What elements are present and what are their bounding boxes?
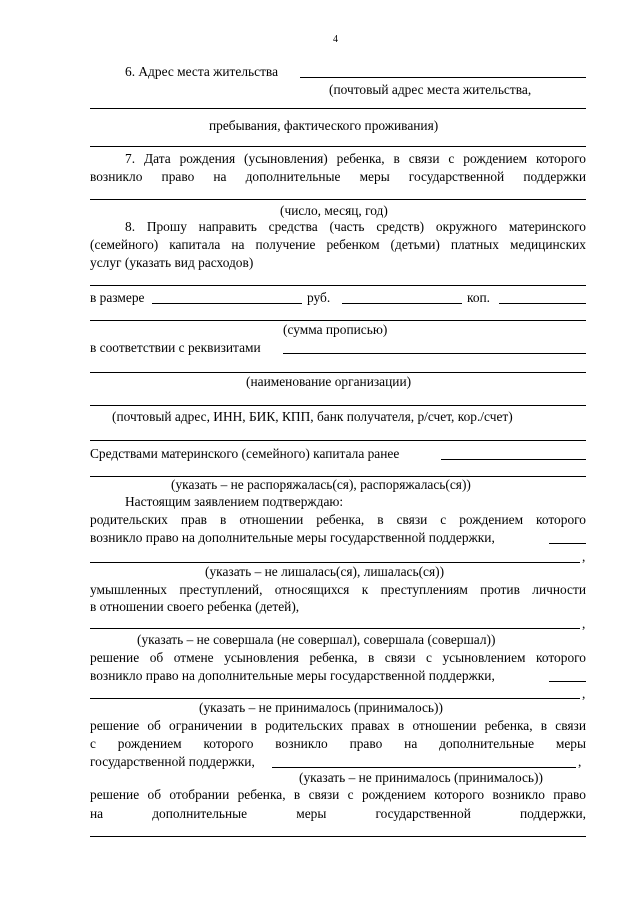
confirm-p1-comma: , [582,549,586,564]
confirm-p2-comma: , [582,616,586,631]
amount-rub-field[interactable] [152,303,302,304]
confirm-p4-field[interactable] [272,767,576,768]
amount-words-hint: (сумма прописью) [283,322,388,337]
expense-type-field[interactable] [90,285,586,286]
confirm-p4-text-2: с рождением которого возникло право на дополнительные меры [90,736,586,751]
confirm-p3-hint: (указать – не принималось (принималось)) [199,700,443,715]
item8-text-1: 8. Прошу направить средства (часть средств) окружного материнского [125,219,586,234]
confirm-p1-field-2[interactable] [90,562,580,563]
birth-date-text-1: 7. Дата рождения (усыновления) ребенка, в связи с рождением которого [125,151,586,166]
confirm-p2-hint: (указать – не совершала (не совершал), совершала (совершал)) [137,632,496,647]
bank-details-field[interactable] [90,405,586,406]
confirm-p5-text-1: решение об отобрании ребенка, в связи с рождением которого возникло право [90,787,586,802]
confirm-p4-hint: (указать – не принималось (принималось)) [299,770,543,785]
confirm-p3-comma: , [582,686,586,701]
confirm-p4-text-3: государственной поддержки, [90,754,255,769]
confirm-p3-field-2[interactable] [90,698,580,699]
organization-hint: (наименование организации) [246,374,412,389]
confirm-p4-text-1: решение об ограничении в родительских правах в отношении ребенка, в связи [90,718,586,733]
address-field-line-2[interactable] [90,108,586,109]
bank-details-hint: (почтовый адрес, ИНН, БИК, КПП, банк получателя, р/счет, кор./счет) [112,409,513,424]
address-field[interactable] [300,77,586,78]
amount-kop-field[interactable] [342,303,462,304]
confirm-p1-text-1: родительских прав в отношении ребенка, в связи с рождением которого [90,512,586,527]
page-number: 4 [333,34,338,45]
organization-field[interactable] [90,372,586,373]
amount-label: в размере [90,290,145,305]
confirm-p1-field[interactable] [549,543,586,544]
confirm-p1-text-2: возникло право на дополнительные меры государственной поддержки, [90,530,495,545]
confirm-p3-text-2: возникло право на дополнительные меры государственной поддержки, [90,668,495,683]
confirm-p2-text-1: умышленных преступлений, относящихся к преступлениям против личности [90,582,586,597]
item8-text-2: (семейного) капитала на получение ребенком (детьми) платных медицинских [90,237,586,252]
item8-text-3: услуг (указать вид расходов) [90,255,254,270]
address-field-line-3[interactable] [90,146,586,147]
capital-hint: (указать – не распоряжалась(ся), распоряжалась(ся)) [171,477,471,492]
address-label: 6. Адрес места жительства [125,64,279,79]
birth-date-hint: (число, месяц, год) [280,203,388,218]
bank-details-field-2[interactable] [90,440,586,441]
amount-extra-field[interactable] [499,303,586,304]
address-hint-1: (почтовый адрес места жительства, [329,82,532,97]
rub-label: руб. [307,290,331,305]
capital-field[interactable] [441,459,586,460]
confirm-p4-comma: , [578,754,582,769]
requisites-label: в соответствии с реквизитами [90,340,261,355]
capital-label: Средствами материнского (семейного) капитала ранее [90,446,400,461]
amount-words-field[interactable] [90,320,586,321]
confirm-p2-text-2: в отношении своего ребенка (детей), [90,599,300,614]
birth-date-field[interactable] [90,199,586,200]
confirm-heading: Настоящим заявлением подтверждаю: [125,494,344,509]
address-hint-2: пребывания, фактического проживания) [209,118,439,133]
confirm-p3-text-1: решение об отмене усыновления ребенка, в связи с усыновлением которого [90,650,586,665]
confirm-p2-field[interactable] [90,628,580,629]
requisites-field[interactable] [283,353,586,354]
confirm-p5-text-2: на дополнительные меры государственной поддержки, [90,806,586,821]
confirm-p5-field[interactable] [90,836,586,837]
confirm-p1-hint: (указать – не лишалась(ся), лишалась(ся)) [205,564,445,579]
confirm-p3-field[interactable] [549,681,586,682]
kop-label: коп. [467,290,491,305]
birth-date-text-2: возникло право на дополнительные меры государственной поддержки [90,169,586,184]
